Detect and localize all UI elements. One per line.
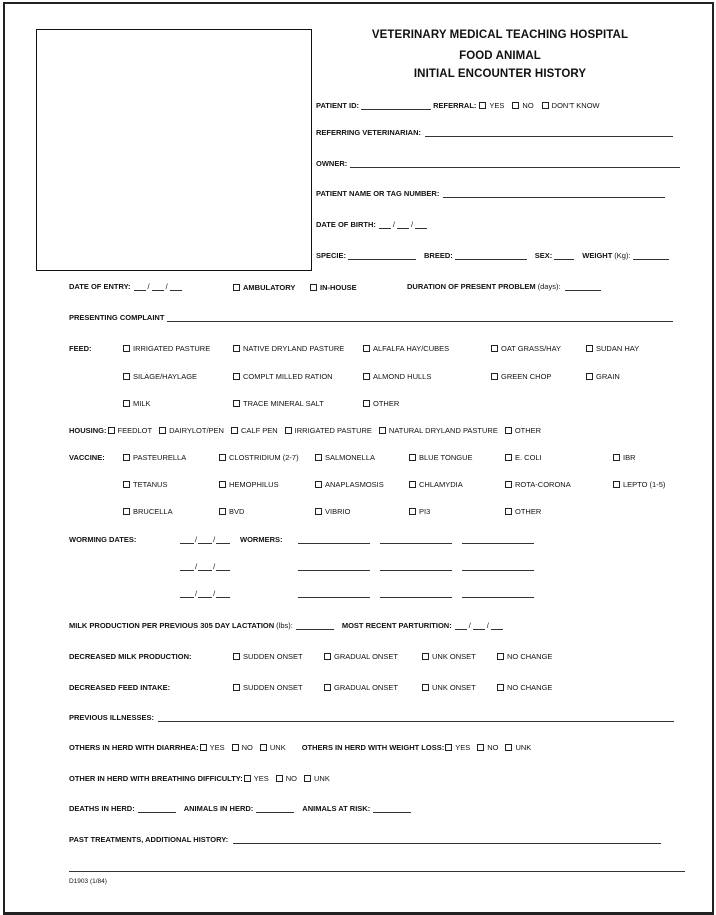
- breathing-unk[interactable]: UNK: [304, 774, 330, 783]
- entry-day-field[interactable]: [152, 282, 164, 291]
- checkbox-icon: [123, 508, 130, 515]
- entry-month-field[interactable]: [134, 282, 146, 291]
- patient-name-field[interactable]: [443, 189, 665, 198]
- checkbox-icon: [497, 653, 504, 660]
- breathing-row: [69, 774, 330, 783]
- checkbox-icon: [233, 684, 240, 691]
- milk-production-field[interactable]: [296, 621, 334, 630]
- deaths-field[interactable]: [138, 804, 176, 813]
- checkbox-icon: [123, 400, 130, 407]
- checkbox-icon: [505, 427, 512, 434]
- checkbox-icon: [233, 373, 240, 380]
- checkbox-icon: [200, 744, 207, 751]
- ambulatory-option[interactable]: AMBULATORY: [233, 283, 295, 292]
- wormer-field[interactable]: [380, 570, 452, 571]
- checkbox-icon: [219, 508, 226, 515]
- history-field-line-2[interactable]: [69, 871, 685, 872]
- parturition-month-field[interactable]: [455, 621, 467, 630]
- checkbox-icon: [586, 345, 593, 352]
- duration-row: [407, 282, 603, 291]
- checkbox-icon: [363, 345, 370, 352]
- referring-vet-field[interactable]: [425, 128, 673, 137]
- checkbox-icon: [497, 684, 504, 691]
- checkbox-icon: [304, 775, 311, 782]
- wormer-field[interactable]: [462, 597, 534, 598]
- checkbox-icon: [219, 454, 226, 461]
- housing-label: HOUSING:: [69, 426, 107, 435]
- checkbox-icon: [586, 373, 593, 380]
- parturition-label: MOST RECENT PARTURITION:: [341, 621, 452, 630]
- checkbox-icon: [613, 454, 620, 461]
- specie-field[interactable]: [348, 251, 416, 260]
- checkbox-icon: [613, 481, 620, 488]
- decreased-feed-no-change[interactable]: NO CHANGE: [497, 683, 552, 692]
- vaccine-option-brucella[interactable]: BRUCELLA: [123, 507, 173, 516]
- feed-option-grain[interactable]: GRAIN: [586, 372, 620, 381]
- checkbox-icon: [123, 345, 130, 352]
- checkbox-icon: [324, 653, 331, 660]
- vaccine-option-clostridium-2-7[interactable]: CLOSTRIDIUM (2-7): [219, 453, 299, 462]
- history-row: [69, 835, 663, 844]
- weightloss-no[interactable]: NO: [477, 743, 498, 752]
- checkbox-icon: [505, 744, 512, 751]
- referring-vet-row: [316, 128, 675, 137]
- checkbox-icon: [409, 454, 416, 461]
- wormer-field[interactable]: [380, 543, 452, 544]
- worming-date-day-field[interactable]: [198, 562, 212, 571]
- housing-row: [69, 426, 541, 435]
- patient-id-row: [316, 101, 600, 110]
- herd-counts-row: [69, 804, 413, 813]
- checkbox-icon: [409, 481, 416, 488]
- weight-field[interactable]: [633, 251, 669, 260]
- checkbox-icon: [310, 284, 317, 291]
- animals-field[interactable]: [256, 804, 294, 813]
- feed-option-almond-hulls[interactable]: ALMOND HULLS: [363, 372, 431, 381]
- vaccine-option-pi3[interactable]: PI3: [409, 507, 430, 516]
- decreased-milk-no-change[interactable]: NO CHANGE: [497, 652, 552, 661]
- weight-unit: (Kg):: [614, 251, 631, 260]
- feed-option-complt-milled-ration[interactable]: COMPLT MILLED RATION: [233, 372, 333, 381]
- checkbox-icon: [379, 427, 386, 434]
- vaccine-option-salmonella[interactable]: SALMONELLA: [315, 453, 375, 462]
- inhouse-option[interactable]: IN-HOUSE: [310, 283, 357, 292]
- decreased-feed-label: DECREASED FEED INTAKE:: [69, 683, 171, 692]
- entry-year-field[interactable]: [170, 282, 182, 291]
- worming-date-month-field[interactable]: [180, 562, 194, 571]
- risk-label: ANIMALS AT RISK:: [302, 804, 371, 813]
- checkbox-icon: [542, 102, 549, 109]
- entry-date-label: DATE OF ENTRY:: [69, 282, 131, 291]
- checkbox-icon: [505, 508, 512, 515]
- checkbox-icon: [315, 454, 322, 461]
- referral-label: REFERRAL:: [433, 101, 477, 110]
- housing-option-other[interactable]: OTHER: [505, 426, 541, 435]
- form-code: D1903 (1/84): [69, 878, 107, 885]
- checkbox-icon: [123, 481, 130, 488]
- history-field[interactable]: [233, 835, 661, 844]
- illness-row: [69, 713, 676, 722]
- housing-option-natural-dryland-pasture[interactable]: NATURAL DRYLAND PASTURE: [379, 426, 498, 435]
- duration-unit: (days):: [537, 282, 561, 291]
- worming-date-year-field[interactable]: [216, 562, 230, 571]
- deaths-label: DEATHS IN HERD:: [69, 804, 135, 813]
- dob-day-field[interactable]: [397, 220, 409, 229]
- breathing-yes[interactable]: YES: [244, 774, 269, 783]
- patient-id-field[interactable]: [361, 101, 431, 110]
- breathing-no[interactable]: NO: [276, 774, 297, 783]
- vaccine-option-vibrio[interactable]: VIBRIO: [315, 507, 350, 516]
- decreased-feed-unk-onset[interactable]: UNK ONSET: [422, 683, 476, 692]
- checkbox-icon: [233, 345, 240, 352]
- risk-field[interactable]: [373, 804, 411, 813]
- vaccine-option-chlamydia[interactable]: CHLAMYDIA: [409, 480, 463, 489]
- previous-illness-field[interactable]: [158, 713, 674, 722]
- vaccine-option-e-coli[interactable]: E. COLI: [505, 453, 542, 462]
- housing-option-calf-pen[interactable]: CALF PEN: [231, 426, 278, 435]
- checkbox-icon: [108, 427, 115, 434]
- worming-date-year-field[interactable]: [216, 589, 230, 598]
- complaint-label: PRESENTING COMPLAINT: [69, 313, 165, 322]
- diarrhea-row: [69, 743, 531, 752]
- checkbox-icon: [445, 744, 452, 751]
- feed-option-green-chop[interactable]: GREEN CHOP: [491, 372, 551, 381]
- referral-no[interactable]: NO: [512, 101, 533, 110]
- patient-id-label: PATIENT ID:: [316, 101, 360, 110]
- checkbox-icon: [233, 400, 240, 407]
- checkbox-icon: [477, 744, 484, 751]
- worming-date-month-field[interactable]: [180, 589, 194, 598]
- wormer-field[interactable]: [298, 597, 370, 598]
- weight-label: WEIGHT: [582, 251, 613, 260]
- checkbox-icon: [491, 373, 498, 380]
- checkbox-icon: [315, 508, 322, 515]
- referral-dont-know[interactable]: DON'T KNOW: [542, 101, 600, 110]
- wormer-field[interactable]: [462, 543, 534, 544]
- vaccine-label: VACCINE:: [69, 453, 105, 462]
- worming-dates-label: WORMING DATES:: [69, 535, 137, 544]
- animals-label: ANIMALS IN HERD:: [183, 804, 254, 813]
- previous-illness-label: PREVIOUS ILLNESSES:: [69, 713, 155, 722]
- wormer-field[interactable]: [380, 597, 452, 598]
- checkbox-icon: [422, 684, 429, 691]
- checkbox-icon: [233, 653, 240, 660]
- diarrhea-unk[interactable]: UNK: [260, 743, 286, 752]
- vaccine-option-pasteurella[interactable]: PASTEURELLA: [123, 453, 186, 462]
- checkbox-icon: [512, 102, 519, 109]
- parturition-day-field[interactable]: [473, 621, 485, 630]
- vaccine-option-other[interactable]: OTHER: [505, 507, 541, 516]
- checkbox-icon: [219, 481, 226, 488]
- vaccine-option-ibr[interactable]: IBR: [613, 453, 636, 462]
- dob-month-field[interactable]: [379, 220, 391, 229]
- weightloss-unk[interactable]: UNK: [505, 743, 531, 752]
- checkbox-icon: [363, 373, 370, 380]
- decreased-milk-unk-onset[interactable]: UNK ONSET: [422, 652, 476, 661]
- checkbox-icon: [232, 744, 239, 751]
- worming-row: / /: [179, 562, 231, 571]
- checkbox-icon: [244, 775, 251, 782]
- feed-option-trace-mineral-salt[interactable]: TRACE MINERAL SALT: [233, 399, 324, 408]
- form-title: INITIAL ENCOUNTER HISTORY: [413, 68, 587, 80]
- sex-field[interactable]: [554, 251, 574, 260]
- worming-date-month-field[interactable]: [180, 535, 194, 544]
- checkbox-icon: [285, 427, 292, 434]
- weightloss-yes[interactable]: YES: [445, 743, 470, 752]
- wormer-field[interactable]: [298, 570, 370, 571]
- referring-vet-label: REFERRING VETERINARIAN:: [316, 128, 422, 137]
- specie-label: SPECIE:: [316, 251, 347, 260]
- worming-row: / /: [179, 535, 231, 544]
- vaccine-option-tetanus[interactable]: TETANUS: [123, 480, 167, 489]
- history-label: PAST TREATMENTS, ADDITIONAL HISTORY:: [69, 835, 229, 844]
- vaccine-option-rota-corona[interactable]: ROTA-CORONA: [505, 480, 571, 489]
- department-title: FOOD ANIMAL: [459, 50, 541, 62]
- checkbox-icon: [123, 373, 130, 380]
- checkbox-icon: [233, 284, 240, 291]
- checkbox-icon: [505, 481, 512, 488]
- diarrhea-no[interactable]: NO: [232, 743, 253, 752]
- checkbox-icon: [491, 345, 498, 352]
- housing-option-feedlot[interactable]: FEEDLOT: [108, 426, 153, 435]
- patient-name-label: PATIENT NAME OR TAG NUMBER:: [316, 189, 440, 198]
- breed-label: BREED:: [424, 251, 453, 260]
- owner-label: OWNER:: [316, 159, 348, 168]
- breed-field[interactable]: [455, 251, 527, 260]
- diarrhea-label: OTHERS IN HERD WITH DIARRHEA:: [69, 743, 199, 752]
- duration-field[interactable]: [565, 282, 601, 291]
- feed-option-oat-grass-hay[interactable]: OAT GRASS/HAY: [491, 344, 561, 353]
- feed-option-silage-haylage[interactable]: SILAGE/HAYLAGE: [123, 372, 197, 381]
- duration-label: DURATION OF PRESENT PROBLEM: [407, 282, 536, 291]
- checkbox-icon: [260, 744, 267, 751]
- checkbox-icon: [479, 102, 486, 109]
- checkbox-icon: [315, 481, 322, 488]
- vaccine-option-blue-tongue[interactable]: BLUE TONGUE: [409, 453, 473, 462]
- vaccine-option-bvd[interactable]: BVD: [219, 507, 244, 516]
- parturition-year-field[interactable]: [491, 621, 503, 630]
- worming-row: / /: [179, 589, 231, 598]
- decreased-milk-gradual-onset[interactable]: GRADUAL ONSET: [324, 652, 398, 661]
- referral-yes[interactable]: YES: [479, 101, 504, 110]
- checkbox-icon: [231, 427, 238, 434]
- housing-option-dairylot-pen[interactable]: DAIRYLOT/PEN: [159, 426, 224, 435]
- decreased-milk-sudden-onset[interactable]: SUDDEN ONSET: [233, 652, 303, 661]
- complaint-row: [69, 313, 675, 322]
- dob-row: DATE OF BIRTH: / /: [316, 220, 429, 229]
- hospital-title: VETERINARY MEDICAL TEACHING HOSPITAL: [371, 29, 629, 41]
- weightloss-label: OTHERS IN HERD WITH WEIGHT LOSS:: [301, 743, 445, 752]
- checkbox-icon: [276, 775, 283, 782]
- wormer-field[interactable]: [298, 543, 370, 544]
- wormers-label: WORMERS:: [240, 535, 283, 544]
- feed-option-sudan-hay[interactable]: SUDAN HAY: [586, 344, 639, 353]
- milk-production-unit: (lbs):: [276, 621, 293, 630]
- sex-label: SEX:: [534, 251, 553, 260]
- feed-option-irrigated-pasture[interactable]: IRRIGATED PASTURE: [123, 344, 210, 353]
- housing-option-irrigated-pasture[interactable]: IRRIGATED PASTURE: [285, 426, 372, 435]
- wormer-field[interactable]: [462, 570, 534, 571]
- checkbox-icon: [159, 427, 166, 434]
- feed-option-native-dryland-pasture[interactable]: NATIVE DRYLAND PASTURE: [233, 344, 344, 353]
- specie-row: [316, 251, 671, 260]
- worming-date-day-field[interactable]: [198, 589, 212, 598]
- breathing-label: OTHER IN HERD WITH BREATHING DIFFICULTY:: [69, 774, 243, 783]
- decreased-feed-sudden-onset[interactable]: SUDDEN ONSET: [233, 683, 303, 692]
- owner-field[interactable]: [350, 159, 680, 168]
- checkbox-icon: [324, 684, 331, 691]
- checkbox-icon: [422, 653, 429, 660]
- checkbox-icon: [363, 400, 370, 407]
- decreased-feed-gradual-onset[interactable]: GRADUAL ONSET: [324, 683, 398, 692]
- worming-date-year-field[interactable]: [216, 535, 230, 544]
- vaccine-option-hemophilus[interactable]: HEMOPHILUS: [219, 480, 279, 489]
- checkbox-icon: [123, 454, 130, 461]
- dob-year-field[interactable]: [415, 220, 427, 229]
- vaccine-option-lepto-1-5[interactable]: LEPTO (1-5): [613, 480, 665, 489]
- dob-label: DATE OF BIRTH:: [316, 220, 376, 229]
- vaccine-option-anaplasmosis[interactable]: ANAPLASMOSIS: [315, 480, 384, 489]
- feed-option-alfalfa-hay-cubes[interactable]: ALFALFA HAY/CUBES: [363, 344, 449, 353]
- decreased-milk-label: DECREASED MILK PRODUCTION:: [69, 652, 192, 661]
- entry-date-row: DATE OF ENTRY: / /: [69, 282, 184, 291]
- photo-box: [36, 29, 312, 271]
- milk-production-label: MILK PRODUCTION PER PREVIOUS 305 DAY LACTATION: [69, 621, 275, 630]
- milk-row: MILK PRODUCTION PER PREVIOUS 305 DAY LACTATION (lbs): MOST RECENT PARTURITION: / /: [69, 621, 505, 630]
- feed-label: FEED:: [69, 344, 92, 353]
- checkbox-icon: [505, 454, 512, 461]
- complaint-field[interactable]: [167, 313, 673, 322]
- owner-row: [316, 159, 682, 168]
- patient-name-row: [316, 189, 667, 198]
- feed-option-milk[interactable]: MILK: [123, 399, 151, 408]
- checkbox-icon: [409, 508, 416, 515]
- worming-date-day-field[interactable]: [198, 535, 212, 544]
- diarrhea-yes[interactable]: YES: [200, 743, 225, 752]
- feed-option-other[interactable]: OTHER: [363, 399, 399, 408]
